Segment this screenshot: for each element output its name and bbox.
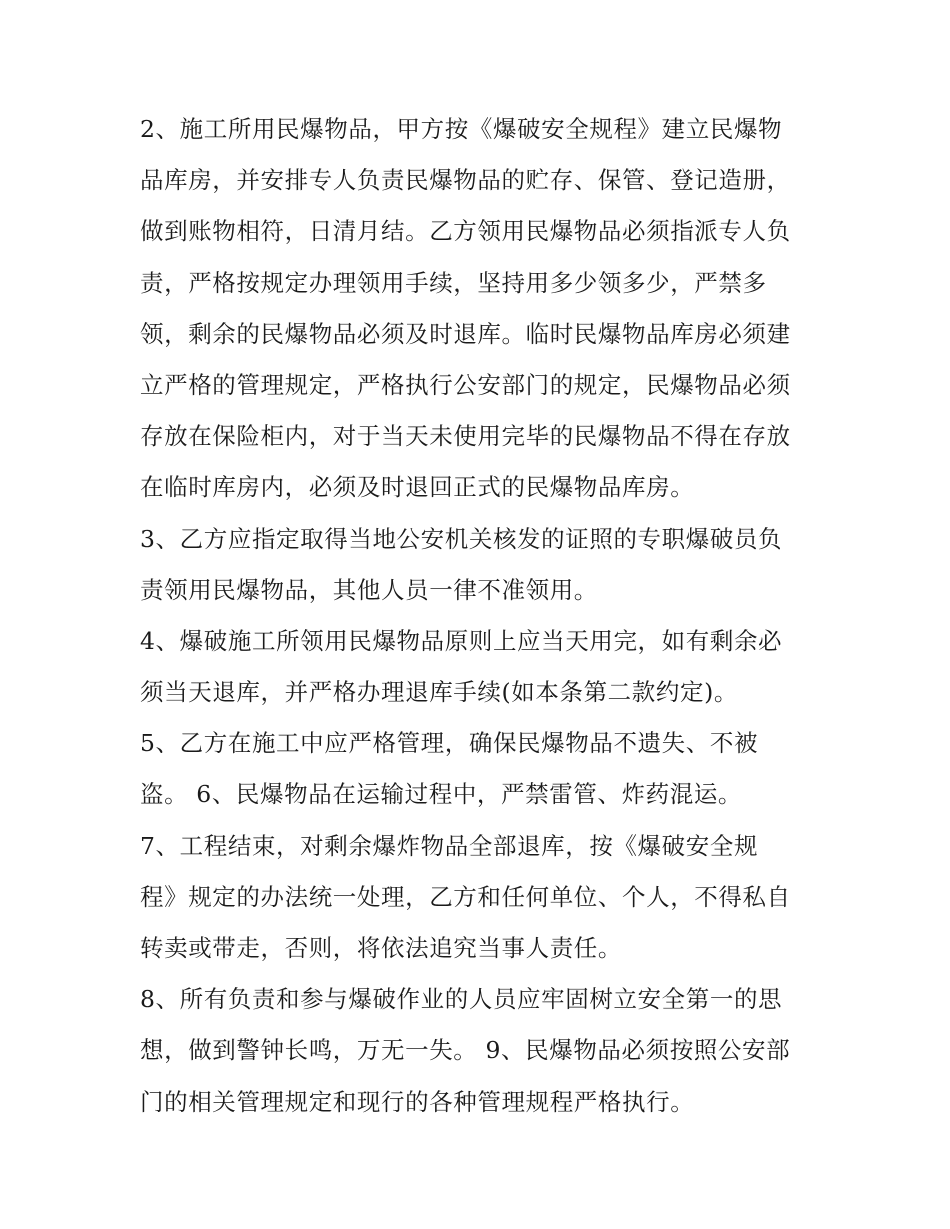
text-line-14: 盗。 6、民爆物品在运输过程中，严禁雷管、炸药混运。	[140, 780, 743, 809]
text-line-20: 门的相关管理规定和现行的各种管理规程严格执行。	[140, 1087, 695, 1116]
text-line-16: 程》规定的办法统一处理，乙方和任何单位、个人，不得私自	[140, 882, 791, 911]
text-line-19: 想，做到警钟长鸣，万无一失。 9、民爆物品必须按照公安部	[140, 1036, 791, 1065]
text-line-3: 做到账物相符，日清月结。乙方领用民爆物品必须指派专人负	[140, 217, 791, 246]
text-line-1: 2、施工所用民爆物品，甲方按《爆破安全规程》建立民爆物	[140, 115, 783, 143]
text-line-8: 在临时库房内，必须及时退回正式的民爆物品库房。	[140, 473, 695, 502]
text-line-15: 7、工程结束，对剩余爆炸物品全部退库，按《爆破安全规	[140, 831, 759, 860]
text-line-2: 品库房，并安排专人负责民爆物品的贮存、保管、登记造册，	[140, 166, 791, 195]
text-line-13: 5、乙方在施工中应严格管理，确保民爆物品不遗失、不被	[140, 729, 759, 758]
text-line-11: 4、爆破施工所领用民爆物品原则上应当天用完，如有剩余必	[140, 626, 783, 655]
text-line-5: 领，剩余的民爆物品必须及时退库。临时民爆物品库房必须建	[140, 319, 791, 348]
text-line-10: 责领用民爆物品，其他人员一律不准领用。	[140, 575, 598, 604]
text-line-12: 须当天退库，并严格办理退库手续(如本条第二款约定)。	[140, 678, 738, 707]
text-line-4: 责，严格按规定办理领用手续，坚持用多少领多少，严禁多	[140, 268, 767, 297]
text-line-6: 立严格的管理规定，严格执行公安部门的规定，民爆物品必须	[140, 370, 791, 399]
text-line-7: 存放在保险柜内，对于当天未使用完毕的民爆物品不得在存放	[140, 422, 791, 451]
text-line-17: 转卖或带走，否则，将依法追究当事人责任。	[140, 934, 622, 962]
document-body	[140, 104, 820, 1128]
text-line-18: 8、所有负责和参与爆破作业的人员应牢固树立安全第一的思	[140, 985, 783, 1014]
text-line-9: 3、乙方应指定取得当地公安机关核发的证照的专职爆破员负	[140, 524, 783, 553]
